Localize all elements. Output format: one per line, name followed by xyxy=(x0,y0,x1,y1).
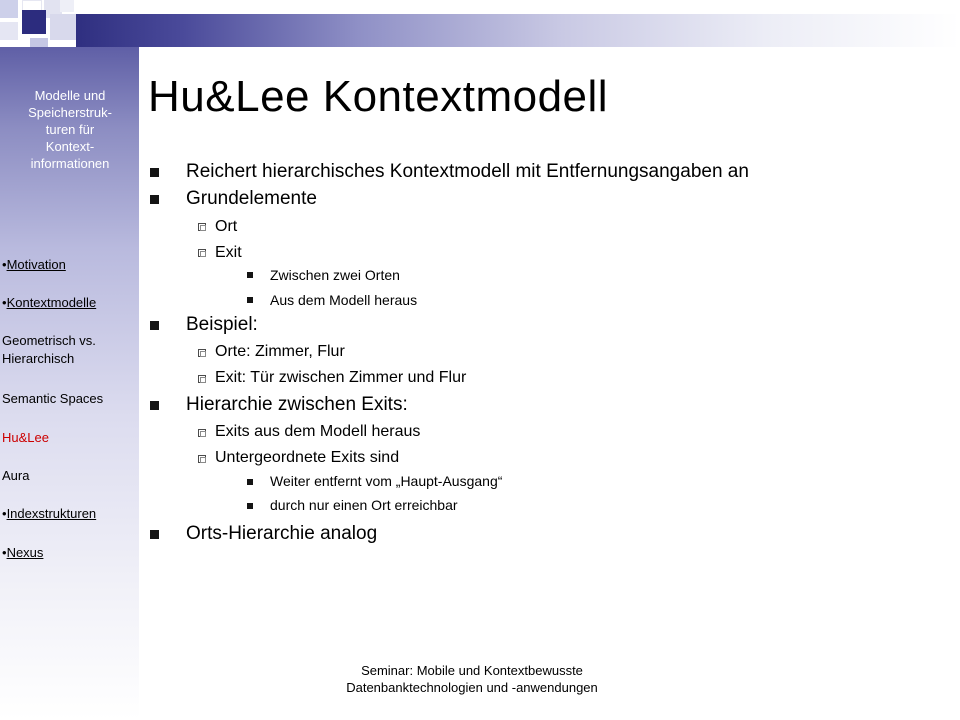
sidebar-item-label[interactable]: Motivation xyxy=(6,257,66,272)
square-bullet-icon xyxy=(150,401,159,410)
bullet-item: Orts-Hierarchie analog xyxy=(186,523,378,544)
small-square-bullet-icon xyxy=(247,503,253,509)
nav-bullet: • xyxy=(2,545,7,560)
square-bullet-icon xyxy=(150,195,159,204)
header-gradient-bar xyxy=(76,14,960,47)
hollow-square-bullet-icon xyxy=(198,375,206,383)
sidebar-item-label-active: Hu&Lee xyxy=(2,430,49,445)
hollow-square-bullet-icon xyxy=(198,223,206,231)
deco-square xyxy=(22,10,46,34)
nav-bullet: • xyxy=(2,257,7,272)
sidebar-item-nexus[interactable] xyxy=(2,526,43,562)
deco-square xyxy=(0,0,18,18)
sidebar-item-label: Aura xyxy=(2,468,30,483)
bullet-item: Exits aus dem Modell heraus xyxy=(215,423,421,440)
small-square-bullet-icon xyxy=(247,297,253,303)
bullet-item: Reichert hierarchisches Kontextmodell mit Entfernungsangaben an xyxy=(186,161,749,182)
hollow-square-bullet-icon xyxy=(198,429,206,437)
deco-square xyxy=(50,14,76,40)
bullet-item: Aus dem Modell heraus xyxy=(270,292,418,308)
nav-bullet: • xyxy=(2,295,7,310)
bullet-item: Hierarchie zwischen Exits: xyxy=(186,394,408,415)
sidebar-item-motivation[interactable] xyxy=(2,238,66,274)
sidebar-item-semantic-spaces xyxy=(2,372,103,408)
small-square-bullet-icon xyxy=(247,272,253,278)
nav-bullet: • xyxy=(2,506,7,521)
hollow-square-bullet-icon xyxy=(198,455,206,463)
sidebar-item-aura xyxy=(2,449,29,485)
sidebar-item-label[interactable]: Kontextmodelle xyxy=(6,295,97,310)
sidebar-item-hulee xyxy=(2,411,49,447)
bullet-item: Beispiel: xyxy=(186,314,258,335)
hollow-square-bullet-icon xyxy=(198,349,206,357)
sidebar-item-label: Geometrisch vs. Hierarchisch xyxy=(2,333,96,366)
square-bullet-icon xyxy=(150,530,159,539)
sidebar-item-label[interactable]: Indexstrukturen xyxy=(6,506,97,521)
square-bullet-icon xyxy=(150,168,159,177)
slide-footer: Seminar: Mobile und Kontextbewusste Datenbanktechnologien und -anwendungen xyxy=(346,663,598,695)
small-square-bullet-icon xyxy=(247,479,253,485)
bullet-item: Exit: Tür zwischen Zimmer und Flur xyxy=(215,369,467,386)
sidebar-item-label[interactable]: Nexus xyxy=(6,545,44,560)
bullet-item: Zwischen zwei Orten xyxy=(270,267,400,283)
sidebar-item-indexstrukturen[interactable] xyxy=(2,487,96,523)
bullet-item: Untergeordnete Exits sind xyxy=(215,449,400,466)
deco-square xyxy=(0,22,18,40)
deco-square xyxy=(60,0,74,12)
bullet-item: Exit xyxy=(215,244,242,261)
sidebar-item-label: Semantic Spaces xyxy=(2,391,104,406)
bullet-item: Ort xyxy=(215,218,238,235)
square-bullet-icon xyxy=(150,321,159,330)
bullet-item: Grundelemente xyxy=(186,188,317,209)
bullet-item: durch nur einen Ort erreichbar xyxy=(270,497,458,513)
sidebar-title: Modelle und Speicherstruk- turen für Kontext- informationen xyxy=(28,88,112,171)
sidebar-item-kontextmodelle[interactable] xyxy=(2,276,96,312)
hollow-square-bullet-icon xyxy=(198,249,206,257)
bullet-item: Orte: Zimmer, Flur xyxy=(215,343,345,360)
slide-title: Hu&Lee Kontextmodell xyxy=(148,72,609,121)
bullet-item: Weiter entfernt vom „Haupt-Ausgang“ xyxy=(270,473,503,489)
sidebar-item-geometrisch xyxy=(2,314,96,368)
